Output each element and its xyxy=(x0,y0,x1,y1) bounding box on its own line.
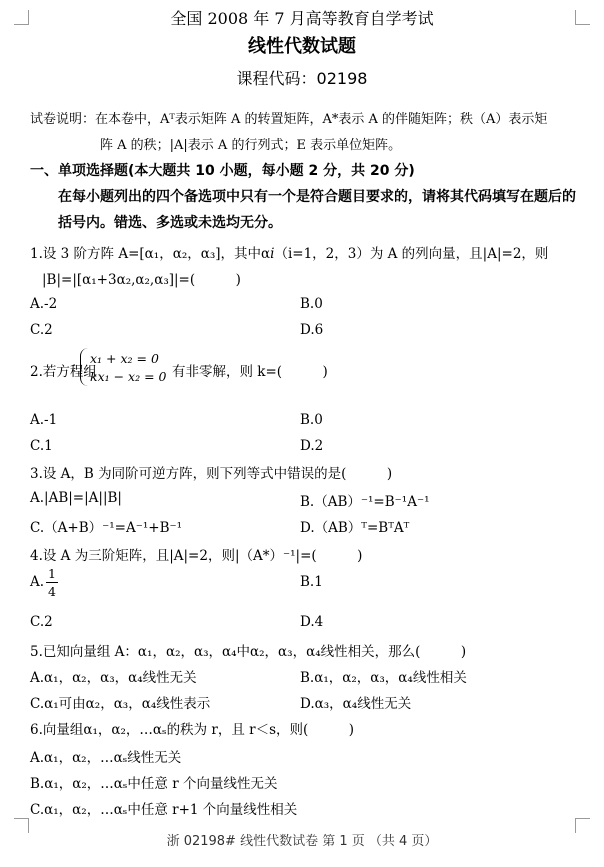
q5-option-c: C.α₁可由α₂，α₃，α₄线性表示 xyxy=(30,696,211,712)
section-instruction-line2: 括号内。错选、多选或未选均无分。 xyxy=(58,215,282,231)
q1-option-a: A.-2 xyxy=(30,296,58,312)
q6-option-c: C.α₁，α₂，…αₛ中任意 r+1 个向量线性相关 xyxy=(30,802,298,818)
exam-subject-title: 线性代数试题 xyxy=(248,36,356,57)
section-title: 一、单项选择题(本大题共 10 小题，每小题 2 分，共 20 分) xyxy=(30,163,415,179)
course-code: 课程代码：02198 xyxy=(236,69,368,88)
q2-option-d: D.2 xyxy=(300,438,324,454)
q1-option-b: B.0 xyxy=(300,296,323,312)
q1-stem: 1.设 3 阶方阵 A=[α₁，α₂，α₃]，其中α𝑖（i=1，2，3）为 A 的列向量，且|A|=2，则 xyxy=(30,246,549,262)
q2-option-a: A.-1 xyxy=(30,412,58,428)
q6-option-a: A.α₁，α₂，…αₛ线性无关 xyxy=(30,750,182,766)
equation-1: x₁ + x₂ = 0 xyxy=(90,351,159,366)
exam-session-title: 全国 2008 年 7 月高等教育自学考试 xyxy=(170,9,434,28)
section-instruction-line1: 在每小题列出的四个备选项中只有一个是符合题目要求的，请将其代码填写在题后的 xyxy=(58,189,576,205)
q4-option-b: B.1 xyxy=(300,574,323,590)
q2-stem-prefix: 2.若方程组 xyxy=(30,364,97,380)
q4-stem: 4.设 A 为三阶矩阵，且|A|=2，则|（A*）⁻¹|=( ) xyxy=(30,548,363,564)
q2-option-c: C.1 xyxy=(30,438,53,454)
q3-option-a: A.|AB|=|A||B| xyxy=(30,490,122,506)
q1-option-d: D.6 xyxy=(300,322,324,338)
q3-option-b: B.（AB）⁻¹=B⁻¹A⁻¹ xyxy=(300,494,430,510)
q2-stem-suffix: 有非零解，则 k=( ) xyxy=(172,364,328,380)
q5-stem: 5.已知向量组 A：α₁，α₂，α₃，α₄中α₂，α₃，α₄线性相关，那么( ) xyxy=(30,644,467,660)
q1-stem-line2: |B|=|[α₁+3α₂,α₂,α₃]|=( ) xyxy=(42,272,241,288)
q5-option-a: A.α₁，α₂，α₃，α₄线性无关 xyxy=(30,670,197,686)
q6-stem: 6.向量组α₁，α₂，…αₛ的秩为 r，且 r＜s，则( ) xyxy=(30,722,355,738)
fraction-bar xyxy=(46,582,58,583)
q4-option-d: D.4 xyxy=(300,614,324,630)
fraction-denominator: 4 xyxy=(48,584,56,599)
q3-option-c: C.（A+B）⁻¹=A⁻¹+B⁻¹ xyxy=(30,520,183,536)
q4-option-a-prefix: A. xyxy=(30,574,45,590)
exam-note-line1: 试卷说明：在本卷中，Aᵀ表示矩阵 A 的转置矩阵，A*表示 A 的伴随矩阵；秩（A）表示矩 xyxy=(30,112,548,127)
q4-option-c: C.2 xyxy=(30,614,53,630)
q5-option-d: D.α₃，α₄线性无关 xyxy=(300,696,412,712)
q2-option-b: B.0 xyxy=(300,412,323,428)
page-footer: 浙 02198# 线性代数试卷 第 1 页 （共 4 页） xyxy=(166,834,438,849)
q4-option-a-fraction xyxy=(46,566,58,599)
exam-note-line2: 阵 A 的秩；|A|表示 A 的行列式；E 表示单位矩阵。 xyxy=(100,138,402,153)
q6-option-b: B.α₁，α₂，…αₛ中任意 r 个向量线性无关 xyxy=(30,776,278,792)
q1-option-c: C.2 xyxy=(30,322,53,338)
q5-option-b: B.α₁，α₂，α₃，α₄线性相关 xyxy=(300,670,467,686)
q3-option-d: D.（AB）ᵀ=BᵀAᵀ xyxy=(300,520,410,536)
fraction-numerator: 1 xyxy=(48,566,56,581)
equation-2: kx₁ − x₂ = 0 xyxy=(90,369,167,384)
q3-stem: 3.设 A，B 为同阶可逆方阵，则下列等式中错误的是( ) xyxy=(30,466,393,482)
equation-system xyxy=(90,350,167,386)
